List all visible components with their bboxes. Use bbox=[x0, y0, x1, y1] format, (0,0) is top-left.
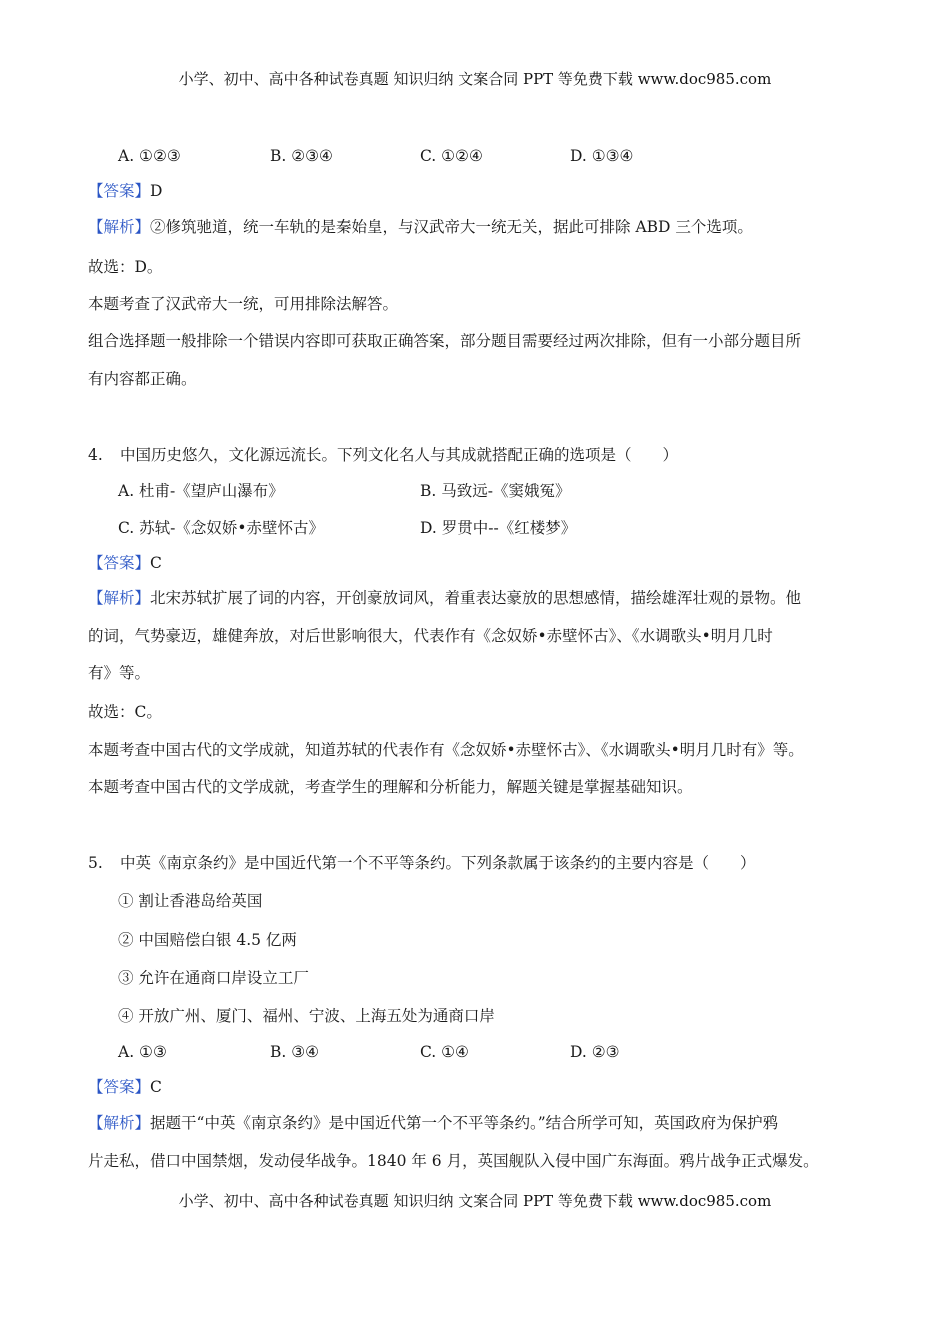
q3-option-b: B. ②③④ bbox=[270, 147, 333, 165]
q4-analysis-3: 有》等。 bbox=[88, 664, 151, 682]
analysis-tag: 【解析】 bbox=[88, 218, 151, 236]
q3-option-a: A. ①②③ bbox=[118, 147, 181, 165]
q5-analysis-line bbox=[88, 1112, 778, 1134]
q5-answer-line bbox=[88, 1076, 162, 1098]
q5-option-a: A. ①③ bbox=[118, 1043, 167, 1061]
q5-number: 5. bbox=[88, 854, 103, 872]
page-footer: 小学、初中、高中各种试卷真题 知识归纳 文案合同 PPT 等免费下载 www.doc985.com bbox=[178, 1192, 772, 1210]
q3-note2a: 组合选择题一般排除一个错误内容即可获取正确答案，部分题目需要经过两次排除，但有一小部分题目所 bbox=[88, 332, 802, 350]
q3-note2b: 有内容都正确。 bbox=[88, 370, 197, 388]
q4-answer: C bbox=[150, 554, 162, 572]
q5-item-1: ① 割让香港岛给英国 bbox=[118, 892, 263, 910]
analysis-tag: 【解析】 bbox=[88, 1114, 151, 1132]
q5-answer: C bbox=[150, 1078, 162, 1096]
q3-choice: 故选：D。 bbox=[88, 258, 163, 276]
q4-stem: 中国历史悠久，文化源远流长。下列文化名人与其成就搭配正确的选项是（ ） bbox=[120, 446, 679, 464]
q3-analysis: ②修筑驰道，统一车轨的是秦始皇，与汉武帝大一统无关，据此可排除 ABD 三个选项。 bbox=[150, 218, 753, 236]
q4-note2: 本题考查中国古代的文学成就，考查学生的理解和分析能力，解题关键是掌握基础知识。 bbox=[88, 778, 693, 796]
q5-item-4: ④ 开放广州、厦门、福州、宁波、上海五处为通商口岸 bbox=[118, 1007, 495, 1025]
q3-answer: D bbox=[150, 182, 163, 200]
q4-option-d: D. 罗贯中--《红楼梦》 bbox=[420, 519, 577, 537]
q5-stem-line bbox=[88, 852, 756, 874]
q3-option-c: C. ①②④ bbox=[420, 147, 483, 165]
q5-stem: 中英《南京条约》是中国近代第一个不平等条约。下列条款属于该条约的主要内容是（ ） bbox=[120, 854, 756, 872]
answer-tag: 【答案】 bbox=[88, 182, 151, 200]
page-header: 小学、初中、高中各种试卷真题 知识归纳 文案合同 PPT 等免费下载 www.doc985.com bbox=[178, 70, 772, 88]
q3-analysis-line bbox=[88, 216, 753, 238]
q5-item-3: ③ 允许在通商口岸设立工厂 bbox=[118, 969, 309, 987]
q5-analysis-1: 据题干“中英《南京条约》是中国近代第一个不平等条约。”结合所学可知，英国政府为保护鸦 bbox=[150, 1114, 779, 1132]
q5-analysis-2: 片走私，借口中国禁烟，发动侵华战争。1840 年 6 月，英国舰队入侵中国广东海面。鸦片战争正式爆发。 bbox=[88, 1152, 819, 1170]
q4-analysis-line bbox=[88, 587, 801, 609]
q3-option-d: D. ①③④ bbox=[570, 147, 634, 165]
q4-answer-line bbox=[88, 552, 162, 574]
q5-option-d: D. ②③ bbox=[570, 1043, 620, 1061]
q4-note1: 本题考查中国古代的文学成就，知道苏轼的代表作有《念奴娇•赤壁怀古》、《水调歌头•明月几时有》等。 bbox=[88, 741, 804, 759]
q5-option-c: C. ①④ bbox=[420, 1043, 469, 1061]
answer-tag: 【答案】 bbox=[88, 554, 151, 572]
q3-answer-line bbox=[88, 180, 162, 202]
q3-note1: 本题考查了汉武帝大一统，可用排除法解答。 bbox=[88, 295, 399, 313]
q4-analysis-2: 的词，气势豪迈，雄健奔放，对后世影响很大，代表作有《念奴娇•赤壁怀古》、《水调歌头•明月几时 bbox=[88, 627, 773, 645]
q5-item-2: ② 中国赔偿白银 4.5 亿两 bbox=[118, 931, 297, 949]
q5-option-b: B. ③④ bbox=[270, 1043, 320, 1061]
q4-number: 4. bbox=[88, 446, 103, 464]
q4-analysis-1: 北宋苏轼扩展了词的内容，开创豪放词风，着重表达豪放的思想感情，描绘雄浑壮观的景物。他 bbox=[150, 589, 802, 607]
q4-option-c: C. 苏轼-《念奴娇•赤壁怀古》 bbox=[118, 519, 325, 537]
q4-choice: 故选：C。 bbox=[88, 703, 162, 721]
q4-stem-line bbox=[88, 444, 678, 466]
q4-option-b: B. 马致远-《窦娥冤》 bbox=[420, 482, 571, 500]
q4-option-a: A. 杜甫-《望庐山瀑布》 bbox=[118, 482, 284, 500]
answer-tag: 【答案】 bbox=[88, 1078, 151, 1096]
analysis-tag: 【解析】 bbox=[88, 589, 151, 607]
